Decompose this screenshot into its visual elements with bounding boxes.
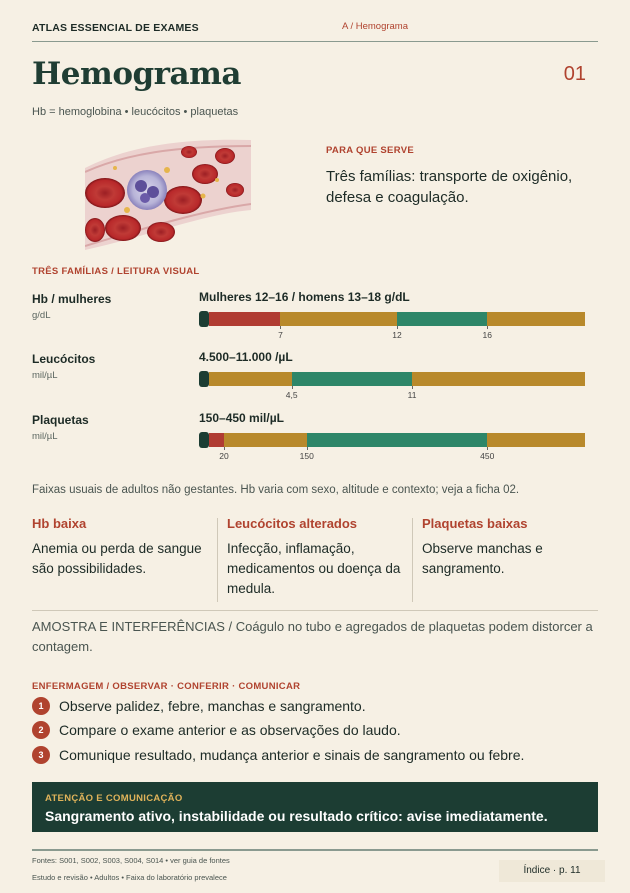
bar-segment	[412, 372, 585, 386]
step-number: 3	[32, 746, 50, 764]
range-bar	[199, 372, 585, 386]
range-bar	[199, 433, 585, 447]
bar-start-cap	[199, 311, 209, 327]
tick-mark	[412, 386, 413, 389]
tick-mark	[307, 447, 308, 450]
bar-segment	[487, 433, 585, 447]
column-title: Leucócitos alterados	[227, 516, 358, 531]
nursing-label: ENFERMAGEM / OBSERVAR · CONFERIR · COMUNICAR	[32, 681, 301, 692]
bar-segment	[397, 312, 487, 326]
family-row-hb	[32, 292, 598, 352]
row-range: 4.500–11.000 /µL	[199, 350, 293, 364]
step-number: 2	[32, 721, 50, 739]
tick-mark	[280, 326, 281, 329]
tick-label: 150	[299, 451, 314, 461]
column-text: Observe manchas e sangramento.	[422, 541, 543, 576]
interpretation-columns	[32, 516, 598, 604]
page-number: 01	[563, 63, 586, 85]
purpose-text: Três famílias: transporte de oxigênio, defesa e coagulação.	[326, 168, 573, 206]
purpose-label: PARA QUE SERVE	[326, 145, 414, 156]
family-row-platelets	[32, 413, 598, 473]
alert-text: Sangramento ativo, instabilidade ou resultado crítico: avise imediatamente.	[45, 808, 548, 824]
row-range: Mulheres 12–16 / homens 13–18 g/dL	[199, 290, 410, 304]
bar-segment	[209, 312, 280, 326]
bar-segment	[487, 312, 585, 326]
footer-divider	[32, 849, 598, 851]
row-unit: g/dL	[32, 310, 51, 321]
column-text: Anemia ou perda de sangue são possibilidades.	[32, 541, 202, 576]
step-text: Comunique resultado, mudança anterior e sinais de sangramento ou febre.	[59, 747, 525, 763]
tick-mark	[487, 447, 488, 450]
row-unit: mil/µL	[32, 431, 58, 442]
column-divider	[412, 518, 413, 602]
bar-segment	[224, 433, 307, 447]
tick-label: 16	[482, 330, 492, 340]
row-range: 150–450 mil/µL	[199, 411, 284, 425]
tick-mark	[397, 326, 398, 329]
brand: ATLAS ESSENCIAL DE EXAMES	[32, 22, 199, 34]
tick-label: 12	[392, 330, 402, 340]
range-bar	[199, 312, 585, 326]
page-title: Hemograma	[32, 56, 241, 92]
column-divider	[217, 518, 218, 602]
row-name: Plaquetas	[32, 413, 89, 427]
families-label: TRÊS FAMÍLIAS / LEITURA VISUAL	[32, 266, 200, 277]
blood-cells-illustration	[85, 138, 251, 250]
column-text: Infecção, inflamação, medicamentos ou doença da medula.	[227, 541, 401, 596]
tick-mark	[292, 386, 293, 389]
alert-box	[32, 782, 598, 832]
bar-start-cap	[199, 432, 209, 448]
column-hb-low	[32, 516, 212, 604]
family-row-leukocytes	[32, 352, 598, 412]
tick-label: 450	[480, 451, 495, 461]
tick-mark	[224, 447, 225, 450]
step-text: Observe palidez, febre, manchas e sangramento.	[59, 698, 366, 714]
bar-segment	[280, 312, 397, 326]
bar-segment	[292, 372, 412, 386]
tick-mark	[487, 326, 488, 329]
tick-label: 4,5	[285, 390, 298, 400]
bar-segment	[209, 372, 292, 386]
divider	[32, 610, 598, 611]
column-title: Plaquetas baixas	[422, 516, 528, 531]
tick-label: 11	[407, 390, 417, 400]
row-name: Hb / mulheres	[32, 292, 112, 306]
column-platelets-low	[422, 516, 598, 604]
tick-label: 7	[278, 330, 283, 340]
index-link[interactable]: Índice · p. 11	[499, 860, 605, 882]
row-unit: mil/µL	[32, 370, 58, 381]
ranges-note: Faixas usuais de adultos não gestantes. Hb varia com sexo, altitude e contexto; veja a ficha 02.	[32, 484, 520, 496]
row-name: Leucócitos	[32, 352, 96, 366]
step-number: 1	[32, 697, 50, 715]
page-subtitle: Hb = hemoglobina • leucócitos • plaquetas	[32, 106, 239, 118]
tick-label: 20	[219, 451, 229, 461]
bar-segment	[209, 433, 224, 447]
step-text: Compare o exame anterior e as observações do laudo.	[59, 722, 401, 738]
column-title: Hb baixa	[32, 516, 87, 531]
alert-label: ATENÇÃO E COMUNICAÇÃO	[45, 793, 183, 804]
bar-segment	[307, 433, 487, 447]
footer-sources[interactable]: Fontes: S001, S002, S003, S004, S014 • ver guia de fontes	[32, 856, 230, 865]
bar-start-cap	[199, 371, 209, 387]
sample-interferences: AMOSTRA E INTERFERÊNCIAS / Coágulo no tubo e agregados de plaquetas podem distorcer a contagem.	[32, 619, 593, 654]
footer-review: Estudo e revisão • Adultos • Faixa do laboratório prevalece	[32, 873, 227, 882]
column-leukocytes-altered	[227, 516, 407, 604]
header-bar	[32, 20, 598, 42]
breadcrumb[interactable]: A / Hemograma	[342, 21, 408, 32]
